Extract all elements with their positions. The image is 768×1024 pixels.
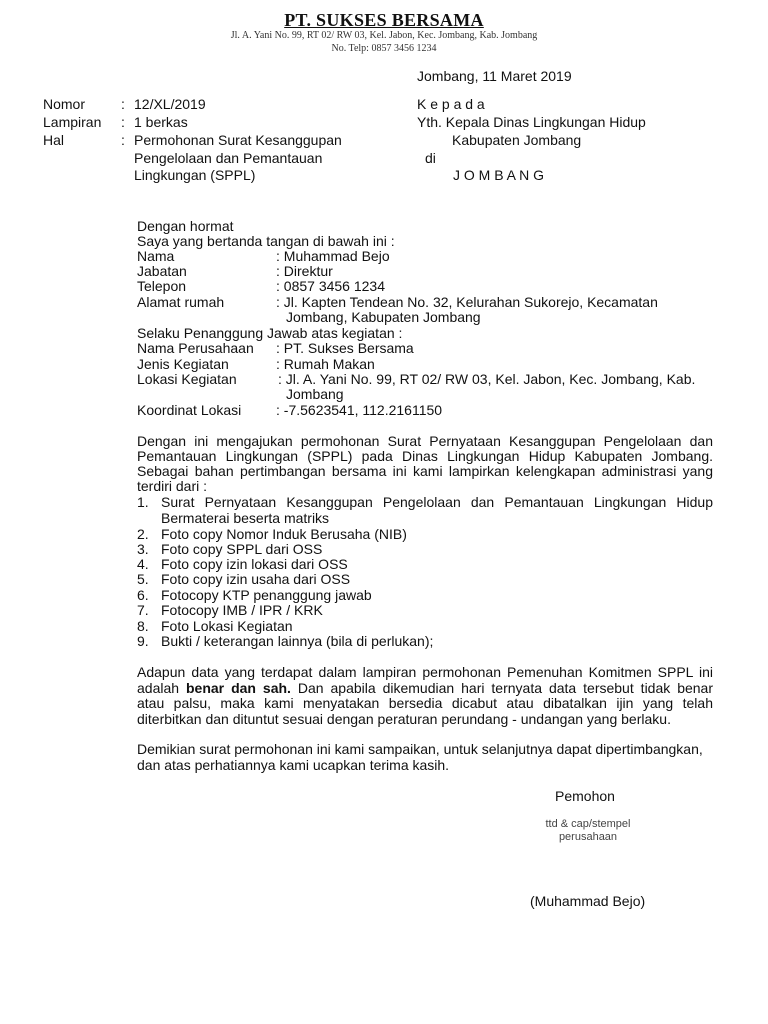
- field-label: Nama Perusahaan: [137, 340, 254, 356]
- paragraph-text: Dan apabila dikemudian hari ternyata data tersebut tidak benar: [290, 680, 713, 696]
- hal-label: Hal: [43, 132, 65, 148]
- hal-line: Lingkungan (SPPL): [134, 167, 256, 183]
- list-number: 5.: [137, 571, 149, 587]
- list-item: Foto copy SPPL dari OSS: [161, 541, 323, 557]
- recipient-kabupaten: Kabupaten Jombang: [452, 132, 582, 148]
- list-item: Bukti / keterangan lainnya (bila di perlukan);: [161, 633, 434, 649]
- field-label: Koordinat Lokasi: [137, 402, 242, 418]
- list-number: 1.: [137, 494, 149, 510]
- nomor-label: Nomor: [43, 96, 86, 112]
- list-number: 8.: [137, 618, 149, 634]
- field-value-cont: Jombang, Kabupaten Jombang: [286, 309, 481, 325]
- recipient-kepada: K e p a d a: [417, 96, 485, 112]
- list-number: 3.: [137, 541, 149, 557]
- list-number: 7.: [137, 602, 149, 618]
- emphasis-text: benar dan sah.: [186, 680, 291, 696]
- field-value: : Direktur: [276, 263, 333, 279]
- list-number: 4.: [137, 556, 149, 572]
- list-number: 2.: [137, 526, 149, 542]
- paragraph-line: diterbitkan dan dituntut sesuai dengan peraturan perundang - undangan yang berlaku.: [137, 711, 671, 727]
- list-number: 6.: [137, 587, 149, 603]
- paragraph-line: [137, 680, 713, 696]
- field-label: Jenis Kegiatan: [137, 356, 229, 372]
- hal-line: Pengelolaan dan Pemantauan: [134, 150, 323, 166]
- recipient-city: J O M B A N G: [453, 167, 545, 183]
- list-item: Foto Lokasi Kegiatan: [161, 618, 293, 634]
- stamp-note: perusahaan: [558, 831, 618, 843]
- intro-line: Saya yang bertanda tangan di bawah ini :: [137, 233, 395, 249]
- colon: :: [121, 114, 125, 130]
- company-phone: No. Telp: 0857 3456 1234: [331, 43, 437, 54]
- recipient-yth: Yth. Kepala Dinas Lingkungan Hidup: [417, 114, 646, 130]
- field-label: Lokasi Kegiatan: [137, 371, 237, 387]
- list-item: Foto copy izin lokasi dari OSS: [161, 556, 348, 572]
- paragraph-line: Sebagai bahan pertimbangan bersama ini kami lampirkan kelengkapan administrasi yang: [137, 463, 713, 479]
- letter-date: Jombang, 11 Maret 2019: [417, 68, 572, 84]
- list-number: 9.: [137, 633, 149, 649]
- field-value-cont: Jombang: [286, 386, 344, 402]
- nomor-value: 12/XL/2019: [134, 96, 206, 112]
- field-value: : 0857 3456 1234: [276, 278, 385, 294]
- lampiran-label: Lampiran: [43, 114, 102, 130]
- field-label: Telepon: [137, 278, 187, 294]
- paragraph-line: atau palsu, maka kami menyatakan bersedia dicabut atau dibatalkan ijin yang telah: [137, 695, 713, 711]
- paragraph-line: Pemantauan Lingkungan (SPPL) pada Dinas Lingkungan Hidup Kabupaten Jombang.: [137, 448, 713, 464]
- recipient-di: di: [425, 150, 436, 166]
- signature-role: Pemohon: [555, 788, 615, 804]
- company-name: PT. SUKSES BERSAMA: [284, 10, 484, 30]
- field-value: : Muhammad Bejo: [276, 248, 390, 264]
- colon: :: [121, 96, 125, 112]
- hal-line: Permohonan Surat Kesanggupan: [134, 132, 342, 148]
- field-value: : -7.5623541, 112.2161150: [276, 402, 443, 418]
- lampiran-value: 1 berkas: [134, 114, 188, 130]
- list-item: Surat Pernyataan Kesanggupan Pengelolaan dan Pemantauan Lingkungan Hidup: [161, 494, 713, 510]
- field-value: : PT. Sukses Bersama: [276, 340, 414, 356]
- paragraph-line: dan atas perhatiannya kami ucapkan terima kasih.: [137, 757, 450, 773]
- list-item-cont: Bermaterai beserta matriks: [161, 510, 330, 526]
- colon: :: [121, 132, 125, 148]
- list-item: Fotocopy KTP penanggung jawab: [161, 587, 372, 603]
- salutation: Dengan hormat: [137, 218, 234, 234]
- selaku-line: Selaku Penanggung Jawab atas kegiatan :: [137, 325, 403, 341]
- paragraph-line: Adapun data yang terdapat dalam lampiran permohonan Pemenuhan Komitmen SPPL ini: [137, 664, 713, 680]
- paragraph-line: terdiri dari :: [137, 478, 208, 494]
- field-label: Nama: [137, 248, 175, 264]
- list-item: Foto copy izin usaha dari OSS: [161, 571, 351, 587]
- field-label: Jabatan: [137, 263, 187, 279]
- field-value: : Jl. A. Yani No. 99, RT 02/ RW 03, Kel. Jabon, Kec. Jombang, Kab.: [278, 371, 696, 387]
- field-label: Alamat rumah: [137, 294, 225, 310]
- company-address: Jl. A. Yani No. 99, RT 02/ RW 03, Kel. Jabon, Kec. Jombang, Kab. Jombang: [230, 30, 538, 41]
- paragraph-text: adalah: [137, 680, 186, 696]
- signature-name: (Muhammad Bejo): [530, 893, 646, 909]
- paragraph-line: Demikian surat permohonan ini kami sampaikan, untuk selanjutnya dapat dipertimbangkan,: [137, 741, 703, 757]
- list-item: Foto copy Nomor Induk Berusaha (NIB): [161, 526, 407, 542]
- field-value: : Rumah Makan: [276, 356, 375, 372]
- field-value: : Jl. Kapten Tendean No. 32, Kelurahan Sukorejo, Kecamatan: [276, 294, 658, 310]
- stamp-note: ttd & cap/stempel: [545, 818, 631, 830]
- paragraph-line: Dengan ini mengajukan permohonan Surat Pernyataan Kesanggupan Pengelolaan dan: [137, 433, 713, 449]
- list-item: Fotocopy IMB / IPR / KRK: [161, 602, 323, 618]
